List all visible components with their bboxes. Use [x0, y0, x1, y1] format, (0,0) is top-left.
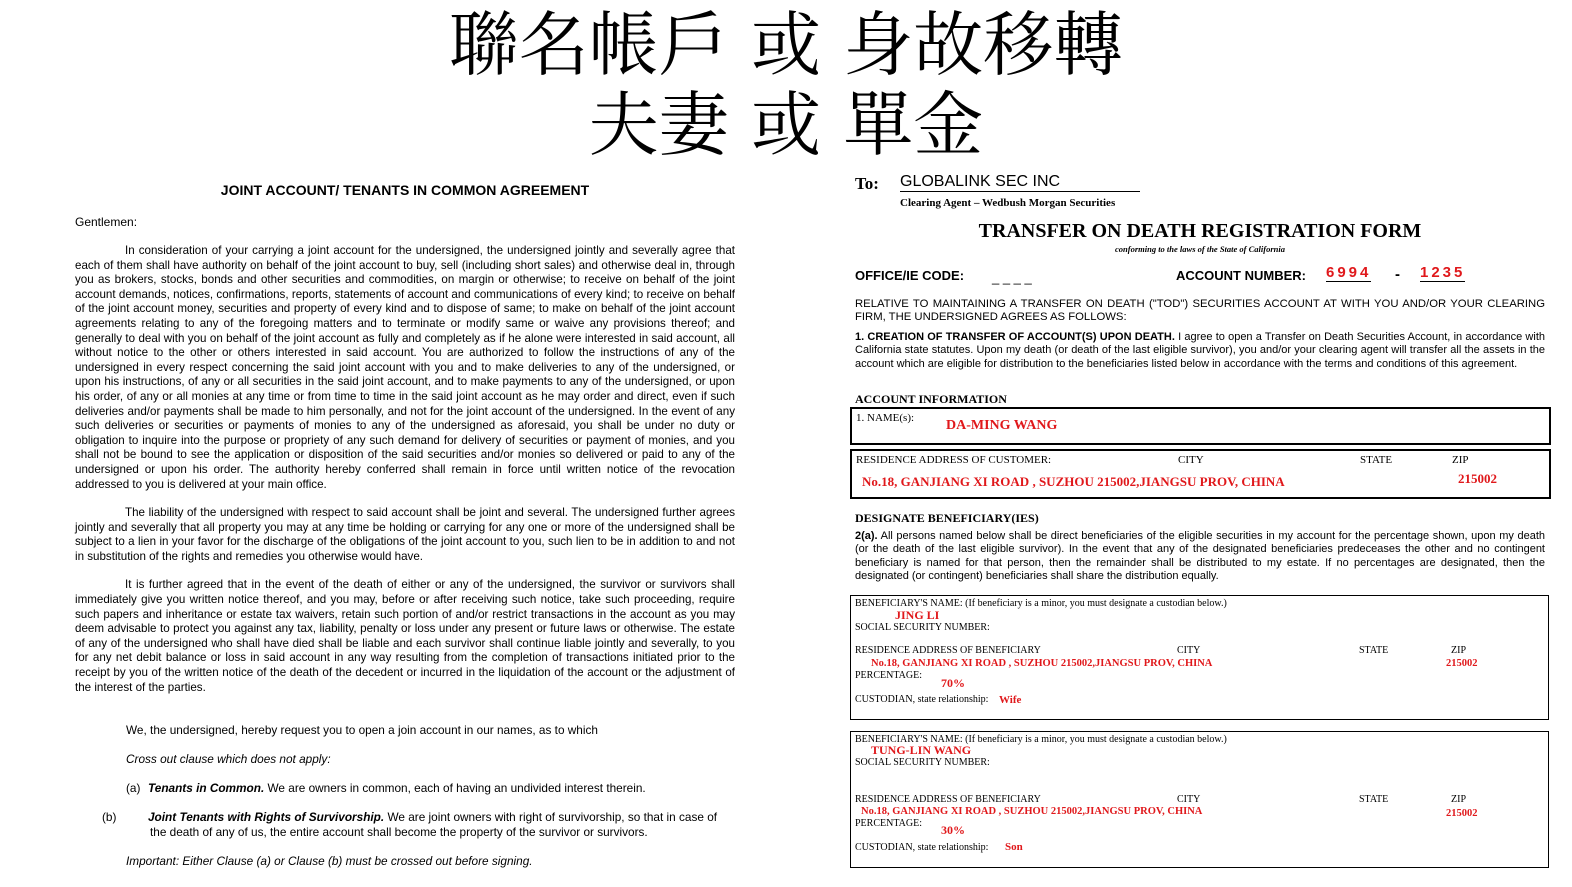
clearing-agent: Clearing Agent – Wedbush Morgan Securities — [900, 197, 1116, 209]
relative-paragraph: RELATIVE TO MAINTAINING A TRANSFER ON DEATH ("TOD") SECURITIES ACCOUNT AT WITH YOU AND/OR YOUR CLEARING FIRM, THE UNDERSIGNED AGREES AS FOLLOWS: — [855, 298, 1545, 324]
city-label: CITY — [1178, 454, 1204, 466]
state-label: STATE — [1359, 645, 1389, 656]
ssn-label: SOCIAL SECURITY NUMBER: — [855, 757, 990, 768]
paragraph-authority: In consideration of your carrying a joint account for the undersigned, the undersigned jointly and severally agree that each of them shall have authority on behalf of the joint account to buy, sell (including short sales) and otherwise deal in, through you as brokers, stocks, bonds and other securities and commodities, on margin or otherwise; to receive on behalf of the joint account demands, notices, confirmations, reports, statements of account and communications of every kind; to receive on behalf of the joint account money, securities and property of every kind and to dispose of same; to make on behalf of the joint account agreements relating to any of the foregoing matters and to terminate or modify same or waive any provisions thereof; and generally to deal with you on behalf of the joint account as fully and completely as if he alone were interested in said account, all without notice to the other or others interested in said account. You are authorized to follow the instructions of any of the undersigned in every respect concerning the said joint account with you and to make deliveries to any of the undersigned, or upon his instructions, of any or all securities in the said joint account, and to make payments to any of the undersigned, or upon his order, of any or all monies at any time or from time to time in the said joint account as he may order and direct, even if such deliveries and/or payments shall be made to him personally, and not for the joint account of the undersigned. In the event of any such deliveries or securities or payments of monies to any of the undersigned as aforesaid, you shall be under no duty or obligation to inquire into the purpose or propriety of any such demand for delivery of securities or payment of monies, and you shall not be bound to see the application or disposition of the said securities and/or monies so delivered or paid to any of the undersigned or upon his order. The authority hereby conferred shall remain in force until written notice of the revocation addressed to you is delivered at your main office. — [75, 244, 735, 491]
percentage-label: PERCENTAGE: — [855, 818, 922, 829]
creation-title: 1. CREATION OF TRANSFER OF ACCOUNT(S) UPON DEATH. — [855, 331, 1175, 343]
custodian-label: CUSTODIAN, state relationship: — [855, 842, 989, 853]
city-label: CITY — [1177, 794, 1201, 805]
account-number-part1: 6994 — [1326, 264, 1372, 281]
clause-a-label: (a) — [126, 781, 141, 795]
state-label: STATE — [1359, 794, 1389, 805]
important-note: Important: Either Clause (a) or Clause (b) must be crossed out before signing. — [126, 854, 533, 868]
state-label: STATE — [1360, 454, 1393, 466]
paragraph-death: It is further agreed that in the event of the death of either or any of the undersigned, the survivor or survivors shall immediately give you written notice thereof, and you may, before or after receiving such notice, take such proceeding, require such papers and inheritance or estate tax waivers, retain such portion of and/or restrict transactions in the account as you may deem advisable to protect you against any tax, liability, penalty or loss under any present or future laws or otherwise. The estate of any of the undersigned who shall have died shall be liable and each survivor shall continue liable jointly and severally, to you for any net debit balance or loss in said account in any way resulting from the completion of transactions initiated prior to the receipt by you of the written notice of the death of the decedent or incurred in the liquidation of the account or the adjustment of the interest of the parties. — [75, 578, 735, 694]
name-box — [850, 407, 1551, 445]
beneficiary-zip-value: 215002 — [1446, 808, 1478, 819]
percentage-value: 70% — [941, 676, 965, 690]
custodian-value: Wife — [999, 694, 1022, 706]
form-title: TRANSFER ON DEATH REGISTRATION FORM — [978, 220, 1422, 242]
custodian-label: CUSTODIAN, state relationship: — [855, 694, 989, 705]
creation-section — [855, 331, 1545, 371]
paragraph-liability: The liability of the undersigned with respect to said account shall be joint and several. The undersigned further agrees jointly and severally that all property you may at any time be holding or carrying for any one or more of the undersigned shall be subject to a lien in your favor for the discharge of the obligations of the joint account to you, such lien to be in addition to and not in substitution of the rights and remedies you otherwise would have. — [75, 506, 735, 563]
designate-section — [855, 530, 1545, 584]
name-label: 1. NAME(s): — [856, 412, 915, 424]
beneficiary-name-label: BENEFICIARY'S NAME: (If beneficiary is a minor, you must designate a custodian below.) — [855, 598, 1227, 609]
beneficiary-name-value: TUNG-LIN WANG — [871, 743, 972, 757]
zip-label: ZIP — [1451, 645, 1466, 656]
account-info-heading: ACCOUNT INFORMATION — [855, 392, 1007, 406]
beneficiary-zip-value: 215002 — [1446, 658, 1478, 669]
beneficiary-address-value: No.18, GANJIANG XI ROAD , SUZHOU 215002,JIANGSU PROV, CHINA — [871, 658, 1213, 669]
beneficiary-residence-label: RESIDENCE ADDRESS OF BENEFICIARY — [855, 645, 1041, 656]
custodian-value: Son — [1005, 841, 1023, 853]
clause-a-text: We are owners in common, each of having an undivided interest therein. — [264, 781, 646, 795]
beneficiary-box-1 — [850, 595, 1549, 720]
zip-label: ZIP — [1452, 454, 1469, 466]
creation-text: I agree to open a Transfer on Death Securities Account, in accordance with California state statutes. Upon my death (or death of the last eligible survivor), you and/or your clearing agent will transfer all the assets in the account which are eligible for distribution to the beneficiaries listed below in accordance with the terms and conditions of this agreement. — [855, 331, 1545, 370]
request-text: We, the undersigned, hereby request you to open a join account in our names, as to which — [126, 723, 598, 737]
beneficiary-name-value: JING LI — [895, 608, 940, 622]
beneficiary-address-value: No.18, GANJIANG XI ROAD , SUZHOU 215002,JIANGSU PROV, CHINA — [861, 806, 1203, 817]
salutation: Gentlemen: — [75, 215, 138, 229]
percentage-label: PERCENTAGE: — [855, 670, 922, 681]
clause-a — [126, 781, 736, 796]
zip-label: ZIP — [1451, 794, 1466, 805]
office-code-value: _ _ _ _ — [992, 270, 1032, 285]
designate-heading: DESIGNATE BENEFICIARY(IES) — [855, 511, 1039, 525]
residence-box — [850, 449, 1551, 499]
residence-address-value: No.18, GANJIANG XI ROAD , SUZHOU 215002,JIANGSU PROV, CHINA — [862, 474, 1285, 489]
slide-title-line1: 聯名帳戶 或 身故移轉 — [448, 4, 1124, 86]
name-value: DA-MING WANG — [946, 418, 1058, 433]
account-number-dash: - — [1395, 266, 1400, 283]
clause-b-text: We are joint owners with right of survivorship, so that in case of the death of any of us, the entire account shall become the property of the survivor or survivors. — [150, 810, 718, 839]
designate-title: 2(a). — [855, 530, 878, 542]
beneficiary-box-2 — [850, 731, 1549, 868]
slide-title-line2: 夫妻 或 單金 — [588, 84, 984, 166]
beneficiary-name-label: BENEFICIARY'S NAME: (If beneficiary is a minor, you must designate a custodian below.) — [855, 734, 1227, 745]
percentage-value: 30% — [941, 823, 965, 837]
clause-b-title: Joint Tenants with Rights of Survivorship. — [148, 810, 385, 824]
account-number-part2: 1235 — [1420, 264, 1466, 281]
residence-label: RESIDENCE ADDRESS OF CUSTOMER: — [856, 454, 1052, 466]
relative-text — [855, 298, 1545, 325]
cross-out-text: Cross out clause which does not apply: — [126, 752, 331, 766]
clause-b-label: (b) — [102, 810, 117, 824]
to-label: To: — [855, 174, 879, 193]
clause-a-title: Tenants in Common. — [148, 781, 265, 795]
city-label: CITY — [1177, 645, 1201, 656]
designate-text: All persons named below shall be direct beneficiaries of the eligible securities in my account for the percentage shown, upon my death (or the death of the last eligible survivor). In the event that any of the designated beneficiaries predeceases the other and no contingent beneficiary is named for that person, then the remainder shall be distributed to my estate. If no percentages are designated, then the designated (or contingent) beneficiaries shall share the distribution equally. — [855, 530, 1545, 583]
beneficiary-residence-label: RESIDENCE ADDRESS OF BENEFICIARY — [855, 794, 1041, 805]
account-number-label: ACCOUNT NUMBER: — [1176, 268, 1306, 283]
office-code-label: OFFICE/IE CODE: — [855, 268, 965, 283]
to-value: GLOBALINK SEC INC — [900, 173, 1140, 192]
clause-b — [102, 810, 736, 839]
left-doc-body — [75, 244, 735, 695]
ssn-label: SOCIAL SECURITY NUMBER: — [855, 622, 990, 633]
form-subtitle: conforming to the laws of the State of California — [1114, 244, 1286, 254]
left-doc-heading: JOINT ACCOUNT/ TENANTS IN COMMON AGREEMENT — [220, 182, 590, 198]
residence-zip-value: 215002 — [1458, 471, 1497, 486]
